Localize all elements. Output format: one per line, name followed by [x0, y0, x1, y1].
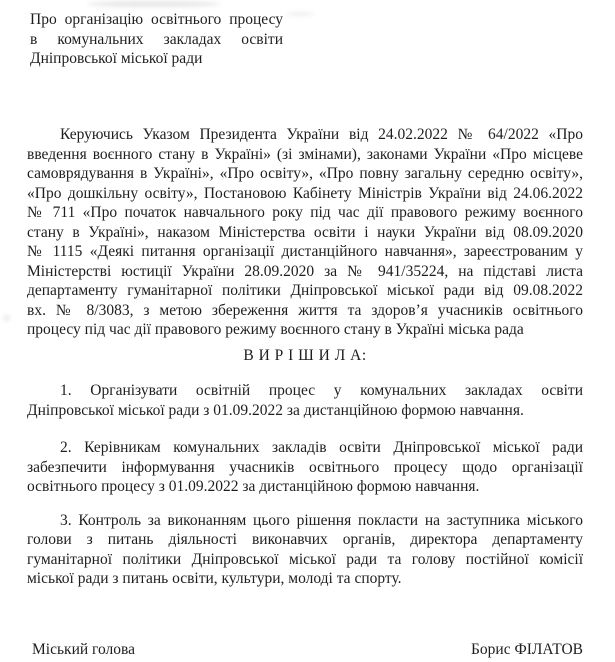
- text-line: процесу під час дії правового режиму воєнного стану в Україні міська рада: [27, 321, 524, 338]
- text-line: голови з питань діяльності виконавчих органів, директора департаменту: [27, 531, 583, 548]
- text-line: Міністерстві юстиції України 28.09.2020 за № 941/35224, на підставі листа: [27, 262, 583, 280]
- text-line: 1. Організувати освітній процес у комунальних закладах освіти: [60, 382, 583, 399]
- scan-artifact: [286, 12, 314, 16]
- text-line: департаменту гуманітарної політики Дніпровської міської ради від 09.08.2022: [27, 282, 583, 299]
- text-line: Дніпровської міської ради з 01.09.2022 за дистанційною формою навчання.: [27, 401, 524, 419]
- signature-position: Міський голова: [32, 640, 136, 658]
- text-line: 3. Контроль за виконанням цього рішення покласти на заступника міського: [60, 511, 583, 529]
- resolution-item-3: [27, 511, 583, 589]
- header-line: Дніпровської міської ради: [30, 50, 203, 67]
- text-line: «Про дошкільну освіту», Постановою Кабінету Міністрів України від 24.06.2022: [27, 184, 583, 202]
- text-line: гуманітарної політики Дніпровської міської ради та голову постійної комісії: [27, 550, 583, 568]
- text-line: № 1115 «Деякі питання організації дистанційного навчання», зареєстрованим у: [27, 243, 583, 260]
- text-line: стану в Україні», наказом Міністерства освіти і науки України від 08.09.2020: [27, 223, 583, 241]
- document-header: [30, 10, 283, 69]
- resolution-item-2: [27, 438, 583, 497]
- resolution-item-1: [27, 381, 583, 420]
- text-line: Керуючись Указом Президента України від 24.02.2022 № 64/2022 «Про: [60, 126, 583, 143]
- text-line: введення воєнного стану в Україні» (зі змінами), законами України «Про місцеве: [27, 145, 583, 163]
- text-line: вх. № 8/3083, з метою збереження життя та здоров’я учасників освітнього: [27, 301, 583, 319]
- document-body: [27, 125, 583, 659]
- text-line: 2. Керівникам комунальних закладів освіти Дніпровської міської ради: [60, 439, 583, 456]
- preamble-paragraph: [27, 125, 583, 340]
- text-line: № 711 «Про початок навчального року під час дії правового режиму воєнного: [27, 204, 583, 221]
- text-line: забезпечити інформування учасників освітнього процесу щодо організації: [27, 458, 583, 476]
- scan-artifact: [3, 315, 10, 321]
- text-line: освітнього процесу з 01.09.2022 за дистанційною формою навчання.: [27, 478, 480, 495]
- scan-artifact: [88, 1, 220, 7]
- text-line: міської ради з питань освіти, культури, молоді та спорту.: [27, 570, 402, 587]
- header-line: в комунальних закладах освіти: [30, 30, 283, 48]
- signature-name: Борис ФІЛАТОВ: [471, 640, 583, 658]
- text-line: самоврядування в Україні», «Про освіту», «Про повну загальну середню освіту»,: [27, 165, 583, 182]
- header-line: Про організацію освітнього процесу: [30, 11, 283, 28]
- resolution-heading: В И Р І Ш И Л А:: [243, 346, 367, 364]
- signature-row: [27, 640, 583, 660]
